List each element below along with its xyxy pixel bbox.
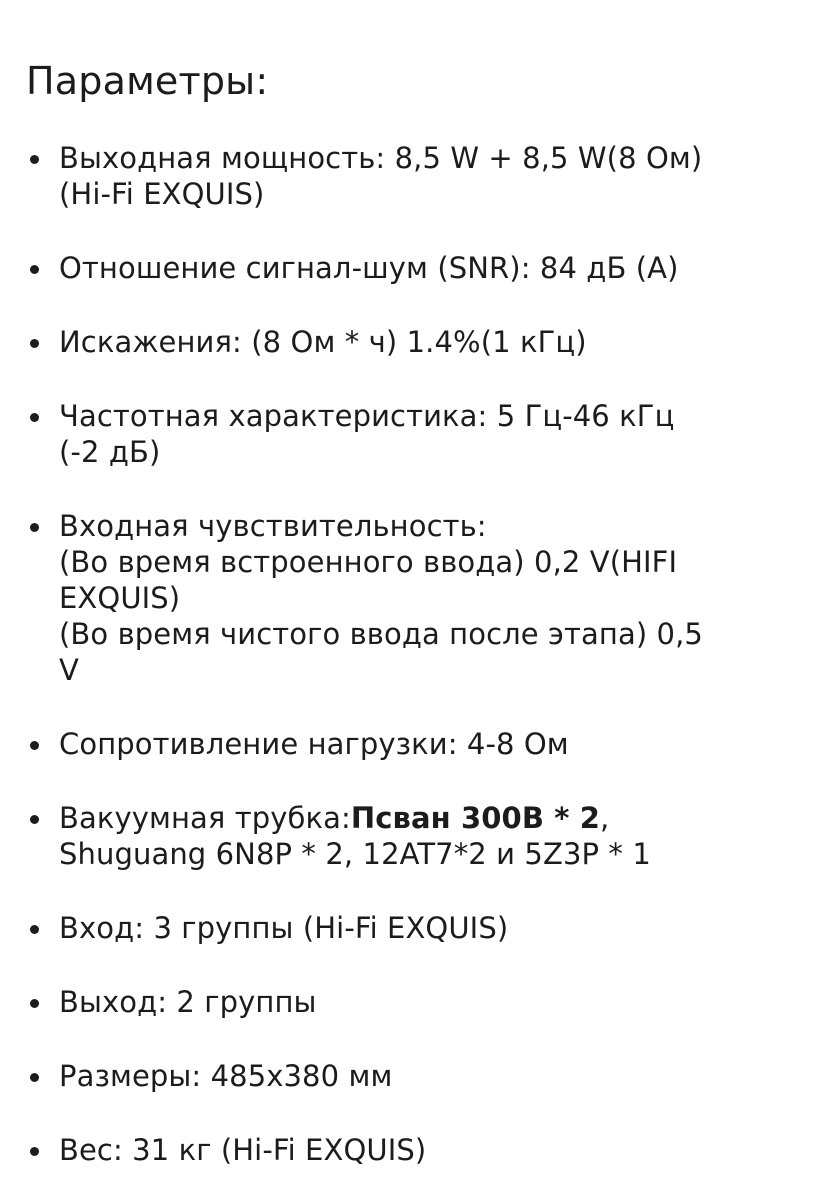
item-text: Вход: 3 группы (Hi-Fi EXQUIS) bbox=[59, 911, 509, 945]
bullet-icon bbox=[30, 413, 39, 422]
item-text: Shuguang 6N8P * 2, 12AT7*2 и 5Z3P * 1 bbox=[59, 837, 651, 871]
item-text: Размеры: 485x380 мм bbox=[59, 1059, 393, 1093]
item-text-suffix: , bbox=[599, 801, 610, 835]
bullet-icon bbox=[30, 339, 39, 348]
item-text: Частотная характеристика: 5 Гц-46 кГц bbox=[59, 399, 675, 433]
bullet-icon bbox=[30, 741, 39, 750]
item-text: (Hi-Fi EXQUIS) bbox=[59, 177, 265, 211]
list-item-frequency-response bbox=[26, 398, 820, 470]
item-text: Выход: 2 группы bbox=[59, 985, 317, 1019]
list-item-distortion bbox=[26, 324, 820, 360]
bullet-icon bbox=[30, 925, 39, 934]
list-item-inputs bbox=[26, 910, 820, 946]
item-text: V bbox=[59, 653, 79, 687]
parameters-list bbox=[26, 140, 820, 1168]
item-text: (-2 дБ) bbox=[59, 435, 161, 469]
list-item-input-sensitivity bbox=[26, 508, 820, 688]
list-item-dimensions bbox=[26, 1058, 820, 1094]
list-item-weight bbox=[26, 1132, 820, 1168]
bullet-icon bbox=[30, 265, 39, 274]
bullet-icon bbox=[30, 155, 39, 164]
bullet-icon bbox=[30, 1073, 39, 1082]
item-text: EXQUIS) bbox=[59, 581, 181, 615]
bullet-icon bbox=[30, 815, 39, 824]
item-text: Выходная мощность: 8,5 W + 8,5 W(8 Ом) bbox=[59, 141, 703, 175]
page-title: Параметры: bbox=[26, 59, 269, 103]
item-text: Входная чувствительность: bbox=[59, 509, 487, 543]
item-text: (Во время встроенного ввода) 0,2 V(HIFI bbox=[59, 545, 678, 579]
bullet-icon bbox=[30, 1147, 39, 1156]
list-item-output-power bbox=[26, 140, 820, 212]
bullet-icon bbox=[30, 523, 39, 532]
bullet-icon bbox=[30, 999, 39, 1008]
item-text-prefix: Вакуумная трубка: bbox=[59, 801, 351, 835]
list-item-vacuum-tubes bbox=[26, 800, 820, 872]
item-text: Отношение сигнал-шум (SNR): 84 дБ (А) bbox=[59, 251, 679, 285]
list-item-outputs bbox=[26, 984, 820, 1020]
item-text-bold: Псван 300В * 2 bbox=[350, 801, 600, 835]
list-item-snr bbox=[26, 250, 820, 286]
item-text: (Во время чистого ввода после этапа) 0,5 bbox=[59, 617, 703, 651]
list-item-load-impedance bbox=[26, 726, 820, 762]
item-text: Искажения: (8 Ом * ч) 1.4%(1 кГц) bbox=[59, 325, 587, 359]
item-text: Вес: 31 кг (Hi-Fi EXQUIS) bbox=[59, 1133, 427, 1167]
item-text bbox=[59, 800, 820, 836]
item-text: Сопротивление нагрузки: 4-8 Ом bbox=[59, 727, 569, 761]
